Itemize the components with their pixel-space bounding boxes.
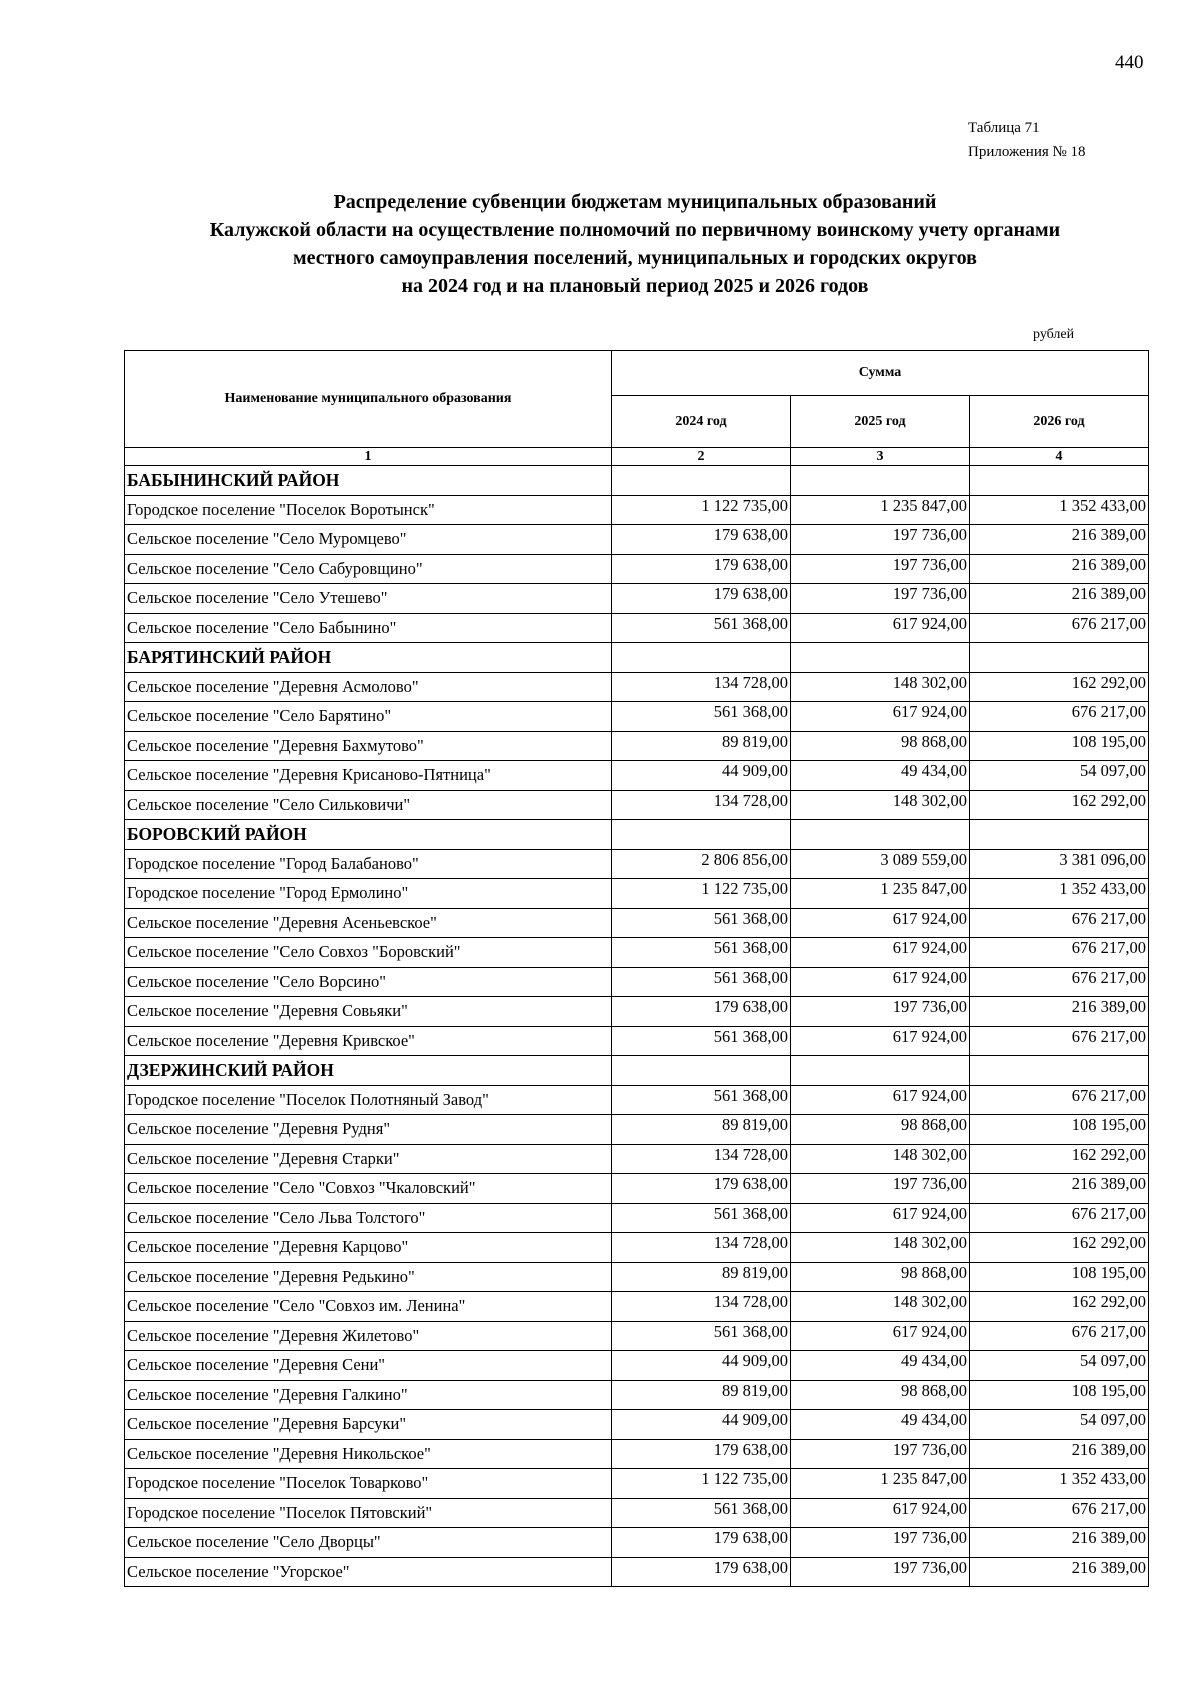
table-row bbox=[125, 1203, 1149, 1233]
amount-2024: 2 806 856,00 bbox=[612, 849, 791, 879]
settlement-name: Сельское поселение "Село Барятино" bbox=[125, 702, 612, 732]
amount-2026: 1 352 433,00 bbox=[970, 879, 1149, 909]
amount-2026: 162 292,00 bbox=[970, 672, 1149, 702]
amount-2024: 1 122 735,00 bbox=[612, 879, 791, 909]
amount-2026: 676 217,00 bbox=[970, 908, 1149, 938]
amount-2024: 179 638,00 bbox=[612, 997, 791, 1027]
amount-2026: 676 217,00 bbox=[970, 1085, 1149, 1115]
amount-2025: 197 736,00 bbox=[791, 1439, 970, 1469]
table-row bbox=[125, 1233, 1149, 1263]
settlement-name: Сельское поселение "Деревня Крисаново-Пятница" bbox=[125, 761, 612, 791]
district-name: ДЗЕРЖИНСКИЙ РАЙОН bbox=[125, 1056, 612, 1086]
amount-2026: 676 217,00 bbox=[970, 938, 1149, 968]
amount-2024: 89 819,00 bbox=[612, 1262, 791, 1292]
settlement-name: Сельское поселение "Деревня Редькино" bbox=[125, 1262, 612, 1292]
amount-2025: 1 235 847,00 bbox=[791, 1469, 970, 1499]
table-row bbox=[125, 997, 1149, 1027]
settlement-name: Сельское поселение "Деревня Барсуки" bbox=[125, 1410, 612, 1440]
table-row bbox=[125, 672, 1149, 702]
table-caption bbox=[968, 116, 1086, 164]
settlement-name: Сельское поселение "Деревня Совьяки" bbox=[125, 997, 612, 1027]
table-row bbox=[125, 731, 1149, 761]
amount-2025: 98 868,00 bbox=[791, 731, 970, 761]
amount-2024: 561 368,00 bbox=[612, 1498, 791, 1528]
amount-2026 bbox=[970, 643, 1149, 673]
district-name: БАБЫНИНСКИЙ РАЙОН bbox=[125, 466, 612, 496]
amount-2024: 179 638,00 bbox=[612, 584, 791, 614]
amount-2026: 676 217,00 bbox=[970, 967, 1149, 997]
amount-2025: 148 302,00 bbox=[791, 1144, 970, 1174]
settlement-name: Сельское поселение "Село Совхоз "Боровский" bbox=[125, 938, 612, 968]
title-line: Распределение субвенции бюджетам муниципальных образований bbox=[333, 191, 937, 213]
amount-2026: 108 195,00 bbox=[970, 1262, 1149, 1292]
table-row bbox=[125, 525, 1149, 555]
amount-2025: 148 302,00 bbox=[791, 1292, 970, 1322]
table-row bbox=[125, 967, 1149, 997]
table-row bbox=[125, 1026, 1149, 1056]
settlement-name: Сельское поселение "Село Муромцево" bbox=[125, 525, 612, 555]
amount-2026: 108 195,00 bbox=[970, 1115, 1149, 1145]
amount-2025: 617 924,00 bbox=[791, 938, 970, 968]
settlement-name: Сельское поселение "Село "Совхоз им. Ленина" bbox=[125, 1292, 612, 1322]
amount-2025: 197 736,00 bbox=[791, 584, 970, 614]
amount-2026: 216 389,00 bbox=[970, 1557, 1149, 1587]
settlement-name: Сельское поселение "Село Сильковичи" bbox=[125, 790, 612, 820]
table-row bbox=[125, 1410, 1149, 1440]
amount-2024: 561 368,00 bbox=[612, 1085, 791, 1115]
amount-2024: 44 909,00 bbox=[612, 1351, 791, 1381]
table-row bbox=[125, 849, 1149, 879]
amount-2024 bbox=[612, 820, 791, 850]
table-row bbox=[125, 908, 1149, 938]
table-row bbox=[125, 761, 1149, 791]
table-row bbox=[125, 1380, 1149, 1410]
amount-2025 bbox=[791, 643, 970, 673]
amount-2024: 561 368,00 bbox=[612, 1321, 791, 1351]
amount-2025: 197 736,00 bbox=[791, 1528, 970, 1558]
table-row bbox=[125, 1439, 1149, 1469]
amount-2025 bbox=[791, 820, 970, 850]
amount-2026: 676 217,00 bbox=[970, 1321, 1149, 1351]
amount-2025: 148 302,00 bbox=[791, 672, 970, 702]
settlement-name: Сельское поселение "Деревня Никольское" bbox=[125, 1439, 612, 1469]
settlement-name: Городское поселение "Город Балабаново" bbox=[125, 849, 612, 879]
settlement-name: Городское поселение "Поселок Товарково" bbox=[125, 1469, 612, 1499]
amount-2024: 179 638,00 bbox=[612, 554, 791, 584]
district-row bbox=[125, 1056, 1149, 1086]
amount-2024: 561 368,00 bbox=[612, 1203, 791, 1233]
amount-2025: 49 434,00 bbox=[791, 1351, 970, 1381]
amount-2024: 89 819,00 bbox=[612, 1380, 791, 1410]
amount-2025: 197 736,00 bbox=[791, 554, 970, 584]
amount-2026: 108 195,00 bbox=[970, 731, 1149, 761]
settlement-name: Сельское поселение "Деревня Сени" bbox=[125, 1351, 612, 1381]
amount-2024: 179 638,00 bbox=[612, 1439, 791, 1469]
settlement-name: Сельское поселение "Село Льва Толстого" bbox=[125, 1203, 612, 1233]
amount-2026: 676 217,00 bbox=[970, 702, 1149, 732]
header-sum: Сумма bbox=[612, 351, 1149, 396]
amount-2026 bbox=[970, 466, 1149, 496]
table-row bbox=[125, 1292, 1149, 1322]
amount-2024: 89 819,00 bbox=[612, 1115, 791, 1145]
amount-2026: 676 217,00 bbox=[970, 1026, 1149, 1056]
amount-2024: 561 368,00 bbox=[612, 967, 791, 997]
column-number: 2 bbox=[612, 448, 791, 466]
district-row bbox=[125, 820, 1149, 850]
amount-2025: 617 924,00 bbox=[791, 613, 970, 643]
amount-2024: 1 122 735,00 bbox=[612, 495, 791, 525]
settlement-name: Сельское поселение "Деревня Рудня" bbox=[125, 1115, 612, 1145]
amount-2024: 561 368,00 bbox=[612, 938, 791, 968]
district-name: БОРОВСКИЙ РАЙОН bbox=[125, 820, 612, 850]
amount-2025: 197 736,00 bbox=[791, 997, 970, 1027]
amount-2024: 89 819,00 bbox=[612, 731, 791, 761]
column-number: 4 bbox=[970, 448, 1149, 466]
amount-2025: 617 924,00 bbox=[791, 702, 970, 732]
amount-2024: 134 728,00 bbox=[612, 672, 791, 702]
settlement-name: Сельское поселение "Деревня Кривское" bbox=[125, 1026, 612, 1056]
amount-2025: 197 736,00 bbox=[791, 1174, 970, 1204]
amount-2025: 617 924,00 bbox=[791, 1026, 970, 1056]
document-title bbox=[100, 188, 1170, 300]
amount-2025: 98 868,00 bbox=[791, 1115, 970, 1145]
table-row bbox=[125, 879, 1149, 909]
amount-2024: 179 638,00 bbox=[612, 1528, 791, 1558]
table-row bbox=[125, 584, 1149, 614]
amount-2025: 617 924,00 bbox=[791, 908, 970, 938]
amount-2025: 617 924,00 bbox=[791, 1085, 970, 1115]
settlement-name: Сельское поселение "Село Дворцы" bbox=[125, 1528, 612, 1558]
amount-2026: 162 292,00 bbox=[970, 1292, 1149, 1322]
table-row bbox=[125, 1085, 1149, 1115]
table-row bbox=[125, 1144, 1149, 1174]
amount-2025: 617 924,00 bbox=[791, 1498, 970, 1528]
settlement-name: Сельское поселение "Село Ворсино" bbox=[125, 967, 612, 997]
amount-2024 bbox=[612, 643, 791, 673]
amount-2024: 179 638,00 bbox=[612, 1557, 791, 1587]
amount-2024: 179 638,00 bbox=[612, 525, 791, 555]
table-row bbox=[125, 1115, 1149, 1145]
amount-2026 bbox=[970, 1056, 1149, 1086]
settlement-name: Сельское поселение "Деревня Бахмутово" bbox=[125, 731, 612, 761]
amount-2024: 1 122 735,00 bbox=[612, 1469, 791, 1499]
table-row bbox=[125, 1262, 1149, 1292]
table-row bbox=[125, 790, 1149, 820]
amount-2025: 617 924,00 bbox=[791, 967, 970, 997]
amount-2025: 49 434,00 bbox=[791, 761, 970, 791]
amount-2025: 148 302,00 bbox=[791, 1233, 970, 1263]
amount-2024: 134 728,00 bbox=[612, 1144, 791, 1174]
settlement-name: Сельское поселение "Деревня Асеньевское" bbox=[125, 908, 612, 938]
header-name: Наименование муниципального образования bbox=[125, 351, 612, 448]
amount-2024 bbox=[612, 466, 791, 496]
settlement-name: Сельское поселение "Деревня Карцово" bbox=[125, 1233, 612, 1263]
header-year-2026: 2026 год bbox=[970, 396, 1149, 448]
amount-2026: 54 097,00 bbox=[970, 1410, 1149, 1440]
table-row bbox=[125, 554, 1149, 584]
table-row bbox=[125, 1174, 1149, 1204]
amount-2025: 98 868,00 bbox=[791, 1380, 970, 1410]
table-caption-number: Таблица 71 bbox=[968, 120, 1040, 136]
amount-2024: 179 638,00 bbox=[612, 1174, 791, 1204]
district-row bbox=[125, 643, 1149, 673]
amount-2025: 197 736,00 bbox=[791, 1557, 970, 1587]
table-caption-appendix: Приложения № 18 bbox=[968, 144, 1086, 160]
amount-2026 bbox=[970, 820, 1149, 850]
settlement-name: Городское поселение "Поселок Полотняный Завод" bbox=[125, 1085, 612, 1115]
settlement-name: Сельское поселение "Село Бабынино" bbox=[125, 613, 612, 643]
amount-2026: 216 389,00 bbox=[970, 584, 1149, 614]
amount-2025 bbox=[791, 1056, 970, 1086]
amount-2026: 3 381 096,00 bbox=[970, 849, 1149, 879]
amount-2025 bbox=[791, 466, 970, 496]
table-row bbox=[125, 1351, 1149, 1381]
title-line: Калужской области на осуществление полномочий по первичному воинскому учету органами bbox=[209, 219, 1061, 241]
amount-2026: 1 352 433,00 bbox=[970, 1469, 1149, 1499]
amount-2025: 148 302,00 bbox=[791, 790, 970, 820]
settlement-name: Сельское поселение "Село Утешево" bbox=[125, 584, 612, 614]
district-row bbox=[125, 466, 1149, 496]
subvention-table bbox=[124, 350, 1149, 1587]
settlement-name: Сельское поселение "Село Сабуровщино" bbox=[125, 554, 612, 584]
table-row bbox=[125, 938, 1149, 968]
amount-2025: 617 924,00 bbox=[791, 1203, 970, 1233]
settlement-name: Городское поселение "Город Ермолино" bbox=[125, 879, 612, 909]
table-row bbox=[125, 1557, 1149, 1587]
title-line: на 2024 год и на плановый период 2025 и 2026 годов bbox=[401, 275, 869, 297]
table-row bbox=[125, 613, 1149, 643]
settlement-name: Городское поселение "Поселок Пятовский" bbox=[125, 1498, 612, 1528]
amount-2026: 676 217,00 bbox=[970, 613, 1149, 643]
table-row bbox=[125, 1498, 1149, 1528]
amount-2026: 676 217,00 bbox=[970, 1203, 1149, 1233]
settlement-name: Сельское поселение "Деревня Старки" bbox=[125, 1144, 612, 1174]
district-name: БАРЯТИНСКИЙ РАЙОН bbox=[125, 643, 612, 673]
amount-2024: 134 728,00 bbox=[612, 1233, 791, 1263]
amount-2025: 1 235 847,00 bbox=[791, 879, 970, 909]
amount-2026: 216 389,00 bbox=[970, 1528, 1149, 1558]
amount-2026: 216 389,00 bbox=[970, 554, 1149, 584]
settlement-name: Сельское поселение "Деревня Жилетово" bbox=[125, 1321, 612, 1351]
amount-2024: 134 728,00 bbox=[612, 1292, 791, 1322]
page-number: 440 bbox=[1115, 52, 1144, 73]
amount-2026: 162 292,00 bbox=[970, 1144, 1149, 1174]
amount-2026: 216 389,00 bbox=[970, 1174, 1149, 1204]
amount-2024: 44 909,00 bbox=[612, 761, 791, 791]
amount-2025: 617 924,00 bbox=[791, 1321, 970, 1351]
units-label: рублей bbox=[1033, 327, 1075, 342]
amount-2024: 561 368,00 bbox=[612, 613, 791, 643]
amount-2026: 108 195,00 bbox=[970, 1380, 1149, 1410]
table-body bbox=[125, 466, 1149, 1587]
header-year-2024: 2024 год bbox=[612, 396, 791, 448]
amount-2026: 54 097,00 bbox=[970, 761, 1149, 791]
settlement-name: Сельское поселение "Село "Совхоз "Чкаловский" bbox=[125, 1174, 612, 1204]
settlement-name: Сельское поселение "Деревня Асмолово" bbox=[125, 672, 612, 702]
amount-2025: 49 434,00 bbox=[791, 1410, 970, 1440]
amount-2025: 98 868,00 bbox=[791, 1262, 970, 1292]
column-number: 3 bbox=[791, 448, 970, 466]
amount-2024: 561 368,00 bbox=[612, 1026, 791, 1056]
amount-2024: 561 368,00 bbox=[612, 908, 791, 938]
header-year-2025: 2025 год bbox=[791, 396, 970, 448]
amount-2025: 1 235 847,00 bbox=[791, 495, 970, 525]
column-number: 1 bbox=[125, 448, 612, 466]
amount-2025: 197 736,00 bbox=[791, 525, 970, 555]
amount-2026: 54 097,00 bbox=[970, 1351, 1149, 1381]
settlement-name: Сельское поселение "Угорское" bbox=[125, 1557, 612, 1587]
title-line: местного самоуправления поселений, муниципальных и городских округов bbox=[293, 247, 977, 269]
settlement-name: Городское поселение "Поселок Воротынск" bbox=[125, 495, 612, 525]
amount-2024: 44 909,00 bbox=[612, 1410, 791, 1440]
amount-2026: 1 352 433,00 bbox=[970, 495, 1149, 525]
amount-2026: 216 389,00 bbox=[970, 1439, 1149, 1469]
table-row bbox=[125, 1321, 1149, 1351]
settlement-name: Сельское поселение "Деревня Галкино" bbox=[125, 1380, 612, 1410]
amount-2026: 216 389,00 bbox=[970, 525, 1149, 555]
amount-2026: 676 217,00 bbox=[970, 1498, 1149, 1528]
table-row bbox=[125, 702, 1149, 732]
table-row bbox=[125, 495, 1149, 525]
amount-2024 bbox=[612, 1056, 791, 1086]
amount-2024: 134 728,00 bbox=[612, 790, 791, 820]
table-row bbox=[125, 1469, 1149, 1499]
amount-2026: 162 292,00 bbox=[970, 1233, 1149, 1263]
amount-2026: 216 389,00 bbox=[970, 997, 1149, 1027]
amount-2025: 3 089 559,00 bbox=[791, 849, 970, 879]
amount-2024: 561 368,00 bbox=[612, 702, 791, 732]
amount-2026: 162 292,00 bbox=[970, 790, 1149, 820]
table-row bbox=[125, 1528, 1149, 1558]
